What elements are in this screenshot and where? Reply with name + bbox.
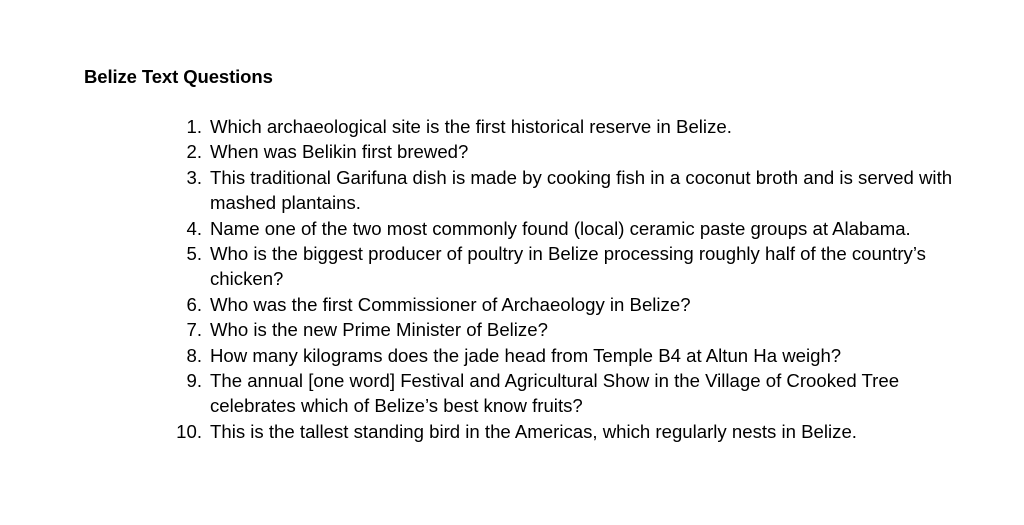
list-item-number: 8. bbox=[186, 344, 202, 366]
list-item-label: How many kilograms does the jade head from Temple B4 at Altun Ha weigh? bbox=[210, 344, 842, 366]
list-item-label: The annual [one word] Festival and Agricultural Show in the Village of Crooked Tree celebrates which of Belize’s best know fruits? bbox=[210, 370, 900, 417]
list-item bbox=[168, 419, 958, 444]
list-item-label: Name one of the two most commonly found (local) ceramic paste groups at Alabama. bbox=[210, 217, 911, 239]
list-item bbox=[168, 368, 958, 419]
list-item-label: This is the tallest standing bird in the Americas, which regularly nests in Belize. bbox=[210, 420, 857, 442]
list-item-number: 7. bbox=[186, 319, 202, 341]
list-item-label: This traditional Garifuna dish is made by cooking fish in a coconut broth and is served with mashed plantains. bbox=[210, 166, 953, 214]
page-title: Belize Text Questions bbox=[84, 66, 273, 87]
list-item bbox=[168, 241, 958, 292]
list-item-label: Who is the biggest producer of poultry in Belize processing roughly half of the country’s chicken? bbox=[210, 243, 926, 290]
list-item-number: 4. bbox=[186, 217, 202, 239]
list-item-number: 9. bbox=[186, 370, 202, 392]
list-item bbox=[168, 317, 958, 342]
list-item bbox=[168, 139, 958, 164]
list-item bbox=[168, 343, 958, 368]
list-item bbox=[168, 114, 958, 139]
list-item-number: 3. bbox=[186, 166, 202, 188]
list-item bbox=[168, 292, 958, 317]
list-item-number: 5. bbox=[186, 243, 202, 265]
list-item-label: Who is the new Prime Minister of Belize? bbox=[210, 319, 548, 341]
list-item-label: When was Belikin first brewed? bbox=[210, 141, 469, 163]
list-item-label: Which archaeological site is the first historical reserve in Belize. bbox=[210, 116, 732, 137]
list-item-number: 6. bbox=[186, 293, 202, 315]
list-item bbox=[168, 165, 958, 216]
list-item-number: 1. bbox=[186, 116, 202, 137]
list-item-number: 2. bbox=[186, 141, 202, 163]
question-list bbox=[168, 114, 958, 444]
list-item-number: 10. bbox=[176, 420, 202, 442]
list-item-label: Who was the first Commissioner of Archaeology in Belize? bbox=[210, 293, 691, 315]
list-item bbox=[168, 216, 958, 241]
